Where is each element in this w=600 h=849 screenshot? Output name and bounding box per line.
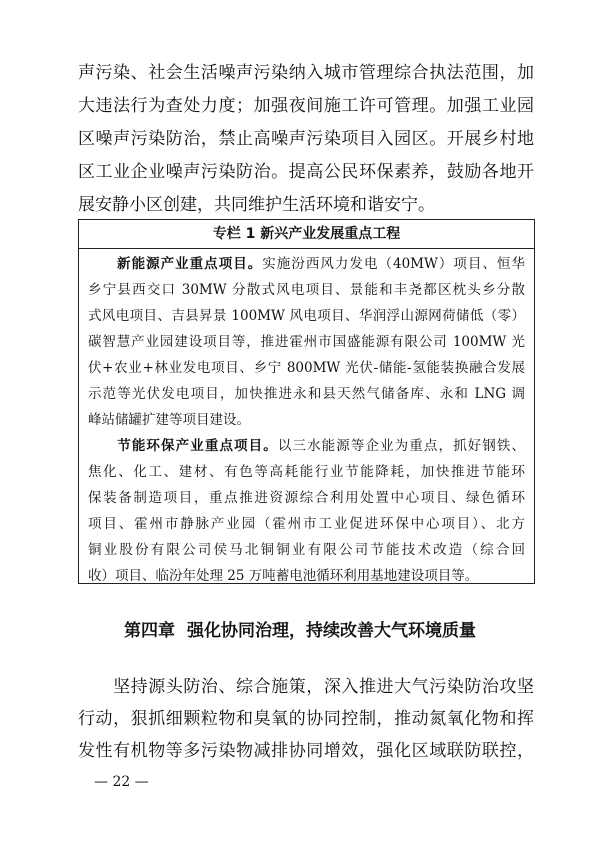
feature-box-body <box>88 251 525 589</box>
text-line: 式风电项目、吉县昇景 100MW 风电项目、华润浮山源网荷储低（零） <box>88 308 525 324</box>
text-line: 峰站储罐扩建等项目建设。 <box>88 412 250 428</box>
text-line: 收）项目、临汾年处理 25 万吨蓄电池循环利用基地建设项目等。 <box>88 568 479 584</box>
body-paragraph-bottom <box>78 671 534 767</box>
text-line: 铜业股份有限公司侯马北铜铜业有限公司节能技术改造（综合回 <box>88 542 525 558</box>
text-line: 乡宁县西交口 30MW 分散式风电项目、景能和丰尧都区枕头乡分散 <box>88 282 525 298</box>
text-line: 发性有机物等多污染物减排协同增效，强化区域联防联控， <box>78 741 534 761</box>
text-line: 展安静小区创建，共同维护生活环境和谐安宁。 <box>78 195 435 215</box>
text-line: 大违法行为查处力度；加强夜间施工许可管理。加强工业园 <box>78 96 534 116</box>
section-text: 以三水能源等企业为重点，抓好钢铁、 <box>277 438 526 454</box>
text-line: 项目、霍州市静脉产业园（霍州市工业促进环保中心项目）、北方 <box>88 516 525 532</box>
section-lead: 节能环保产业重点项目。 <box>117 438 278 454</box>
section-lead: 新能源产业重点项目。 <box>117 256 263 272</box>
chapter-heading <box>0 616 600 641</box>
text-line: 坚持源头防治、综合施策，深入推进大气污染防治攻坚 <box>113 677 535 697</box>
page-number: — 22 — <box>94 774 149 790</box>
text-line: 区噪声污染防治，禁止高噪声污染项目入园区。开展乡村地 <box>78 129 534 149</box>
text-line <box>88 433 525 459</box>
feature-box <box>78 219 535 584</box>
text-line: 碳智慧产业园建设项目等，推进霍州市国盛能源有限公司 100MW 光 <box>88 334 525 350</box>
section-text: 实施汾西风力发电（40MW）项目、恒华 <box>262 256 525 272</box>
text-line <box>88 251 525 277</box>
text-line: 声污染、社会生活噪声污染纳入城市管理综合执法范围，加 <box>78 63 534 83</box>
text-line: 伏+农业+林业发电项目、乡宁 800MW 光伏-储能-氢能装换融合发展 <box>88 360 525 376</box>
text-line: 示范等光伏发电项目，加快推进永和县天然气储备库、永和 LNG 调 <box>88 386 525 402</box>
feature-box-title: 专栏 1 新兴产业发展重点工程 <box>79 220 534 249</box>
chapter-number: 第四章 <box>124 621 175 641</box>
chapter-title: 强化协同治理，持续改善大气环境质量 <box>187 621 476 641</box>
text-line: 保装备制造项目，重点推进资源综合利用处置中心项目、绿色循环 <box>88 490 525 506</box>
text-line: 焦化、化工、建材、有色等高耗能行业节能降耗，加快推进节能环 <box>88 464 525 480</box>
body-paragraph-top <box>78 57 534 222</box>
text-line: 区工业企业噪声污染防治。提高公民环保素养，鼓励各地开 <box>78 162 534 182</box>
text-line: 行动，狠抓细颗粒物和臭氧的协同控制，推动氮氧化物和挥 <box>78 709 534 729</box>
